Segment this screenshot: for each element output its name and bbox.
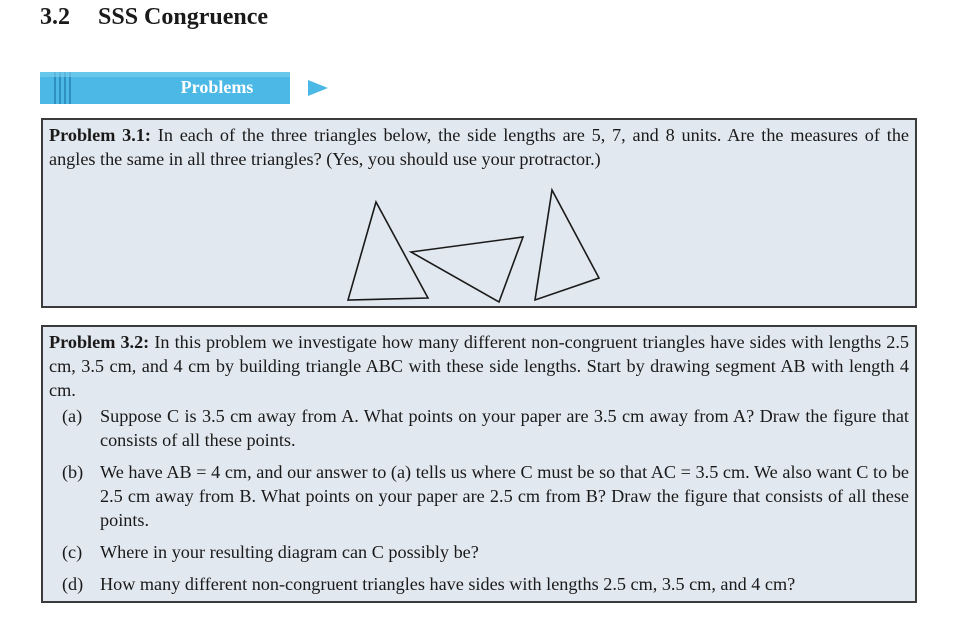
problem-3-2-text [43, 327, 915, 402]
triangles-figure [43, 120, 919, 310]
subpart-text: How many different non-congruent triangles have sides with lengths 2.5 cm, 3.5 cm, and 4 cm? [100, 574, 796, 594]
problem-3-1 [41, 118, 917, 308]
subpart-text: We have AB = 4 cm, and our answer to (a) tells us where C must be so that AC = 3.5 cm. We also want C to be 2.5 cm away from B. What points on your paper are 2.5 cm from B? Draw the figure that consists of all these points. [100, 462, 909, 530]
subpart-a [43, 404, 915, 452]
banner-label: Problems [180, 77, 254, 97]
problem-3-2-label: Problem 3.2: [49, 332, 150, 352]
subpart-b [43, 460, 915, 532]
section-title: SSS Congruence [98, 4, 269, 30]
subpart-d [43, 572, 915, 596]
triangle-2 [411, 237, 523, 302]
problem-3-1-label: Problem 3.1: [49, 125, 151, 145]
subpart-text: Suppose C is 3.5 cm away from A. What points on your paper are 3.5 cm away from A? Draw the figure that consists of all these points. [100, 406, 909, 450]
subpart-label: (a) [62, 406, 83, 426]
problems-banner [40, 70, 328, 106]
section-header [40, 4, 268, 31]
subpart-label: (b) [62, 462, 84, 482]
subparts-list [43, 404, 915, 596]
triangle-3 [535, 190, 599, 300]
subpart-label: (c) [62, 542, 83, 562]
problem-3-1-body: In each of the three triangles below, the side lengths are 5, 7, and 8 units. Are the measures of the angles the same in all three triangles? (Yes, you should use your protractor.) [49, 125, 909, 169]
subpart-text: Where in your resulting diagram can C possibly be? [100, 542, 479, 562]
problem-3-2 [41, 325, 917, 603]
subpart-c [43, 540, 915, 564]
section-number: 3.2 [40, 4, 70, 30]
problem-3-2-body: In this problem we investigate how many different non-congruent triangles have sides with lengths 2.5 cm, 3.5 cm, and 4 cm by building triangle ABC with these side lengths. Start by drawing segment AB with length 4 cm. [49, 332, 909, 400]
subpart-label: (d) [62, 574, 84, 594]
